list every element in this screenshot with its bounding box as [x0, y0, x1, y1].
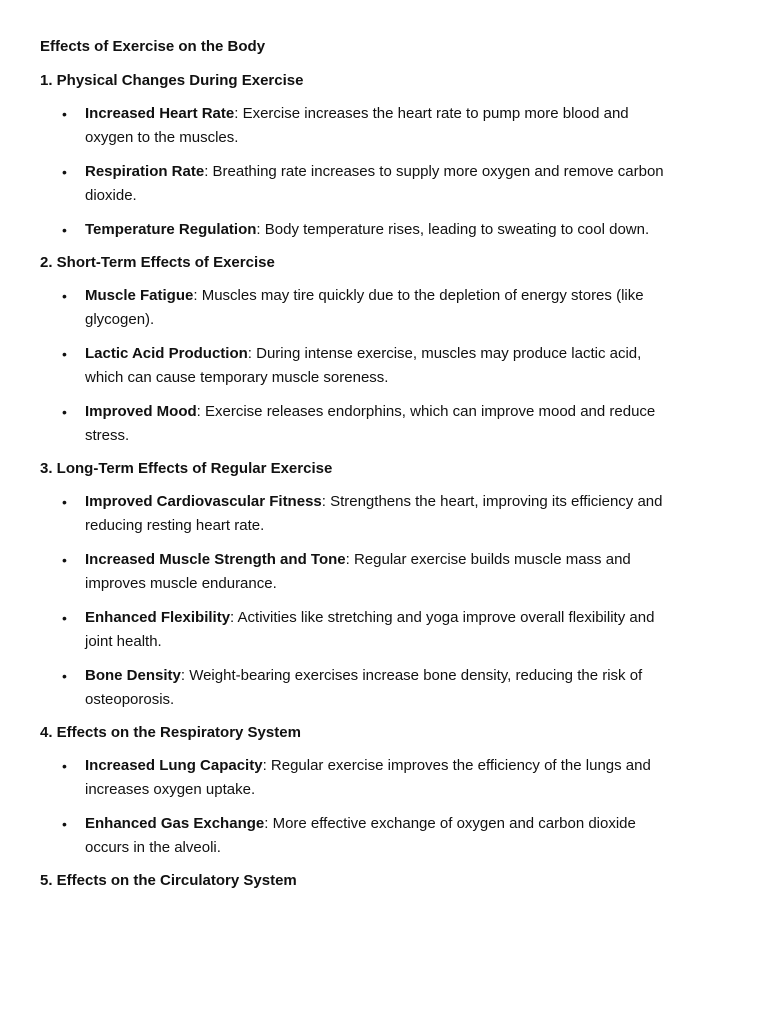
item-text: : Exercise releases endorphins, which can improve mood and reduce stress. [85, 403, 656, 444]
item-term: Lactic Acid Production [85, 345, 248, 362]
bullet-list [40, 754, 728, 860]
list-item [40, 548, 675, 596]
item-text: : Body temperature rises, leading to sweating to cool down. [256, 221, 650, 238]
list-item [40, 490, 675, 538]
item-term: Bone Density [85, 667, 181, 684]
bullet-icon: • [62, 346, 67, 362]
bullet-list [40, 490, 728, 712]
list-item [40, 754, 675, 802]
bullet-icon: • [62, 288, 67, 304]
section-short-term-effects [40, 252, 728, 448]
bullet-list [40, 102, 728, 242]
section-heading: 1. Physical Changes During Exercise [40, 72, 304, 89]
bullet-icon: • [62, 494, 67, 510]
section-physical-changes [40, 70, 728, 242]
item-text: : Breathing rate increases to supply more oxygen and remove carbon dioxide. [85, 163, 664, 204]
section-heading: 4. Effects on the Respiratory System [40, 724, 301, 741]
item-term: Increased Lung Capacity [85, 757, 263, 774]
item-text: : More effective exchange of oxygen and carbon dioxide occurs in the alveoli. [85, 815, 636, 856]
item-term: Enhanced Gas Exchange [85, 815, 265, 832]
list-item [40, 102, 675, 150]
list-item [40, 218, 675, 242]
bullet-icon: • [62, 552, 67, 568]
bullet-icon: • [62, 668, 67, 684]
item-text: : Regular exercise improves the efficiency of the lungs and increases oxygen uptake. [85, 757, 651, 798]
bullet-list [40, 284, 728, 448]
item-term: Improved Cardiovascular Fitness [85, 493, 322, 510]
item-text: : During intense exercise, muscles may produce lactic acid, which can cause temporary muscle soreness. [85, 345, 642, 386]
item-term: Increased Heart Rate [85, 105, 235, 122]
section-heading: 3. Long-Term Effects of Regular Exercise [40, 460, 333, 477]
section-heading: 2. Short-Term Effects of Exercise [40, 254, 275, 271]
bullet-icon: • [62, 222, 67, 238]
section-long-term-effects [40, 458, 728, 712]
bullet-icon: • [62, 610, 67, 626]
list-item [40, 664, 675, 712]
item-text: : Muscles may tire quickly due to the depletion of energy stores (like glycogen). [85, 287, 644, 328]
list-item [40, 342, 675, 390]
item-term: Muscle Fatigue [85, 287, 194, 304]
item-text: : Weight-bearing exercises increase bone density, reducing the risk of osteoporosis. [85, 667, 643, 708]
bullet-icon: • [62, 106, 67, 122]
bullet-icon: • [62, 758, 67, 774]
item-term: Increased Muscle Strength and Tone [85, 551, 346, 568]
bullet-icon: • [62, 816, 67, 832]
item-text: : Strengthens the heart, improving its efficiency and reducing resting heart rate. [85, 493, 663, 534]
list-item [40, 160, 675, 208]
item-term: Improved Mood [85, 403, 197, 420]
section-heading: 5. Effects on the Circulatory System [40, 872, 297, 889]
item-text: : Activities like stretching and yoga improve overall flexibility and joint health. [85, 609, 655, 650]
list-item [40, 284, 675, 332]
bullet-icon: • [62, 164, 67, 180]
list-item [40, 400, 675, 448]
list-item [40, 812, 675, 860]
item-term: Enhanced Flexibility [85, 609, 231, 626]
item-term: Respiration Rate [85, 163, 205, 180]
list-item [40, 606, 675, 654]
section-respiratory-system [40, 722, 728, 860]
document-title: Effects of Exercise on the Body [40, 38, 266, 55]
item-text: : Regular exercise builds muscle mass and improves muscle endurance. [85, 551, 631, 592]
item-text: : Exercise increases the heart rate to pump more blood and oxygen to the muscles. [85, 105, 629, 146]
section-circulatory-system [40, 870, 728, 892]
item-term: Temperature Regulation [85, 221, 257, 238]
bullet-icon: • [62, 404, 67, 420]
